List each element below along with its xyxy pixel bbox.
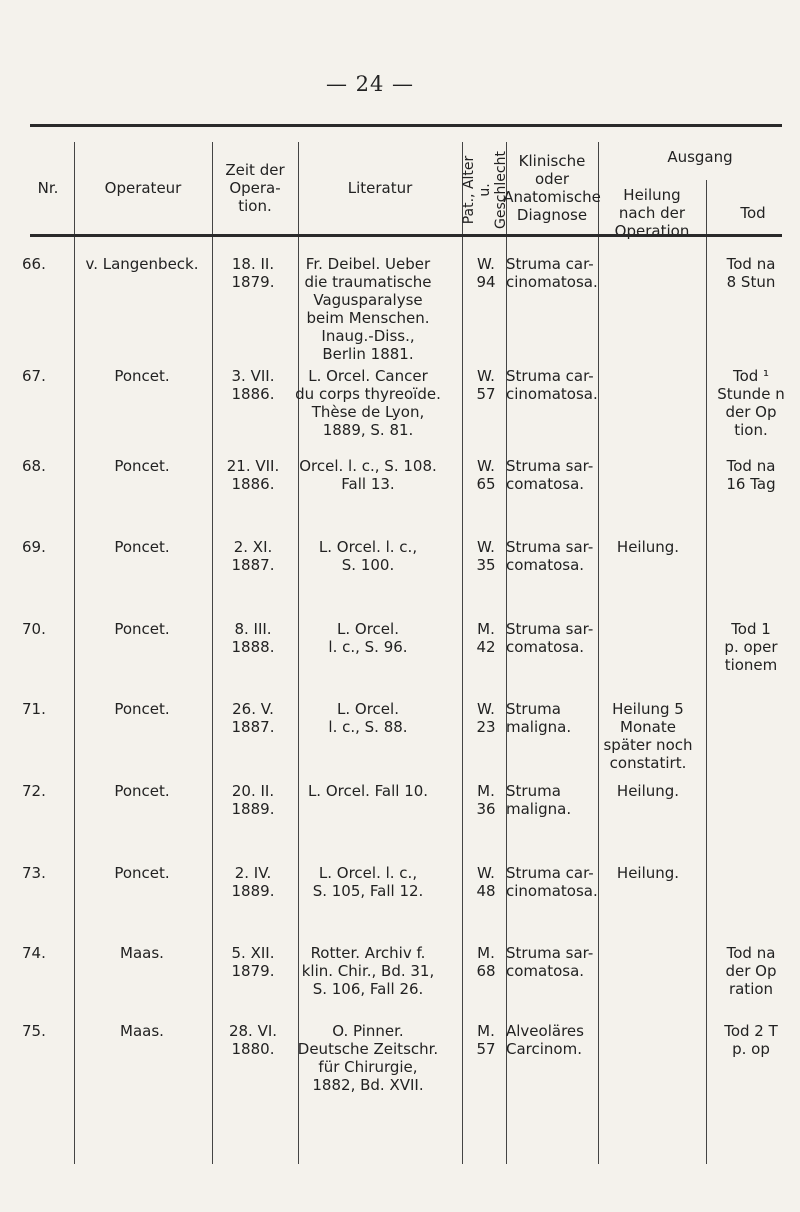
cell-nr: 75. <box>22 1022 46 1040</box>
cell-nr: 66. <box>22 255 46 273</box>
cell-operateur: Poncet. <box>114 538 170 556</box>
cell-operateur: Maas. <box>120 1022 164 1040</box>
header-nr: Nr. <box>37 179 59 197</box>
cell-zeit: 8. III. 1888. <box>231 620 275 656</box>
cell-pat: W. 48 <box>476 864 496 900</box>
cell-operateur: Poncet. <box>114 457 170 475</box>
cell-pat: M. 36 <box>476 782 496 818</box>
cell-diagnose: Struma sar- comatosa. <box>506 620 594 656</box>
cell-literatur: L. Orcel. l. c., S. 96. <box>328 620 408 656</box>
cell-zeit: 20. II. 1889. <box>231 782 275 818</box>
cell-zeit: 2. XI. 1887. <box>231 538 275 574</box>
cell-zeit: 2. IV. 1889. <box>231 864 275 900</box>
cell-tod: Tod na 8 Stun <box>726 255 776 291</box>
cell-tod: Tod na der Op ration <box>725 944 777 998</box>
cell-zeit: 28. VI. 1880. <box>228 1022 278 1058</box>
cell-zeit: 26. V. 1887. <box>231 700 275 736</box>
cell-tod: Tod 2 T p. op <box>724 1022 778 1058</box>
header-literatur: Literatur <box>347 179 413 197</box>
cell-literatur: Fr. Deibel. Ueber die traumatische Vagusparalyse beim Menschen. Inaug.-Diss., Berlin 1881. <box>304 255 432 363</box>
header-rule <box>30 234 782 237</box>
cell-literatur: L. Orcel. l. c., S. 105, Fall 12. <box>312 864 424 900</box>
cell-pat: M. 57 <box>476 1022 496 1058</box>
cell-nr: 70. <box>22 620 46 638</box>
cell-zeit: 21. VII. 1886. <box>226 457 280 493</box>
cell-zeit: 3. VII. 1886. <box>231 367 275 403</box>
cell-pat: W. 57 <box>476 367 496 403</box>
cell-nr: 74. <box>22 944 46 962</box>
cell-pat: W. 94 <box>476 255 496 291</box>
header-heilung: Heilung nach der Operation <box>614 186 690 240</box>
cell-operateur: Poncet. <box>114 700 170 718</box>
cell-nr: 71. <box>22 700 46 718</box>
cell-nr: 67. <box>22 367 46 385</box>
cell-diagnose: Struma maligna. <box>506 782 572 818</box>
cell-diagnose: Struma sar- comatosa. <box>506 457 594 493</box>
cell-tod: Tod 1 p. oper tionem <box>724 620 778 674</box>
header-pat: Pat., Alter u. Geschlecht <box>461 151 510 229</box>
cell-zeit: 5. XII. 1879. <box>231 944 275 980</box>
cell-pat: W. 65 <box>476 457 496 493</box>
cell-heilung: Heilung. <box>616 782 680 800</box>
cell-literatur: L. Orcel. l. c., S. 100. <box>318 538 418 574</box>
cell-operateur: Maas. <box>120 944 164 962</box>
cell-heilung: Heilung 5 Monate später noch constatirt. <box>603 700 693 772</box>
cell-nr: 73. <box>22 864 46 882</box>
cell-operateur: Poncet. <box>114 620 170 638</box>
cell-diagnose: Struma car- cinomatosa. <box>506 864 598 900</box>
header-ausgang: Ausgang <box>667 148 733 166</box>
cell-diagnose: Struma sar- comatosa. <box>506 538 594 574</box>
cell-operateur: Poncet. <box>114 782 170 800</box>
cell-pat: M. 42 <box>476 620 496 656</box>
cell-literatur: Rotter. Archiv f. klin. Chir., Bd. 31, S. 106, Fall 26. <box>301 944 435 998</box>
cell-literatur: L. Orcel. Cancer du corps thyreoïde. Thèse de Lyon, 1889, S. 81. <box>295 367 441 439</box>
cell-operateur: Poncet. <box>114 367 170 385</box>
cell-heilung: Heilung. <box>616 538 680 556</box>
header-tod: Tod <box>740 204 766 222</box>
column-divider <box>74 142 75 1164</box>
cell-nr: 72. <box>22 782 46 800</box>
cell-nr: 69. <box>22 538 46 556</box>
cell-pat: M. 68 <box>476 944 496 980</box>
cell-diagnose: Struma maligna. <box>506 700 572 736</box>
header-zeit: Zeit der Opera- tion. <box>225 161 285 215</box>
cell-diagnose: Struma sar- comatosa. <box>506 944 594 980</box>
cell-diagnose: Alveoläres Carcinom. <box>506 1022 584 1058</box>
cell-pat: W. 35 <box>476 538 496 574</box>
header-diagnose: Klinische oder Anatomische Diagnose <box>503 152 601 224</box>
cell-heilung: Heilung. <box>616 864 680 882</box>
page-number: — 24 — <box>325 72 415 96</box>
cell-tod: Tod ¹ Stunde n der Op tion. <box>717 367 785 439</box>
cell-literatur: O. Pinner. Deutsche Zeitschr. für Chirurgie, 1882, Bd. XVII. <box>297 1022 439 1094</box>
cell-nr: 68. <box>22 457 46 475</box>
cell-diagnose: Struma car- cinomatosa. <box>506 255 598 291</box>
cell-diagnose: Struma car- cinomatosa. <box>506 367 598 403</box>
cell-literatur: Orcel. l. c., S. 108. Fall 13. <box>299 457 437 493</box>
cell-literatur: L. Orcel. Fall 10. <box>307 782 429 800</box>
header-operateur: Operateur <box>104 179 182 197</box>
cell-operateur: Poncet. <box>114 864 170 882</box>
top-rule <box>30 124 782 127</box>
cell-operateur: v. Langenbeck. <box>85 255 199 273</box>
cell-tod: Tod na 16 Tag <box>726 457 776 493</box>
cell-pat: W. 23 <box>476 700 496 736</box>
cell-zeit: 18. II. 1879. <box>231 255 275 291</box>
cell-literatur: L. Orcel. l. c., S. 88. <box>328 700 408 736</box>
